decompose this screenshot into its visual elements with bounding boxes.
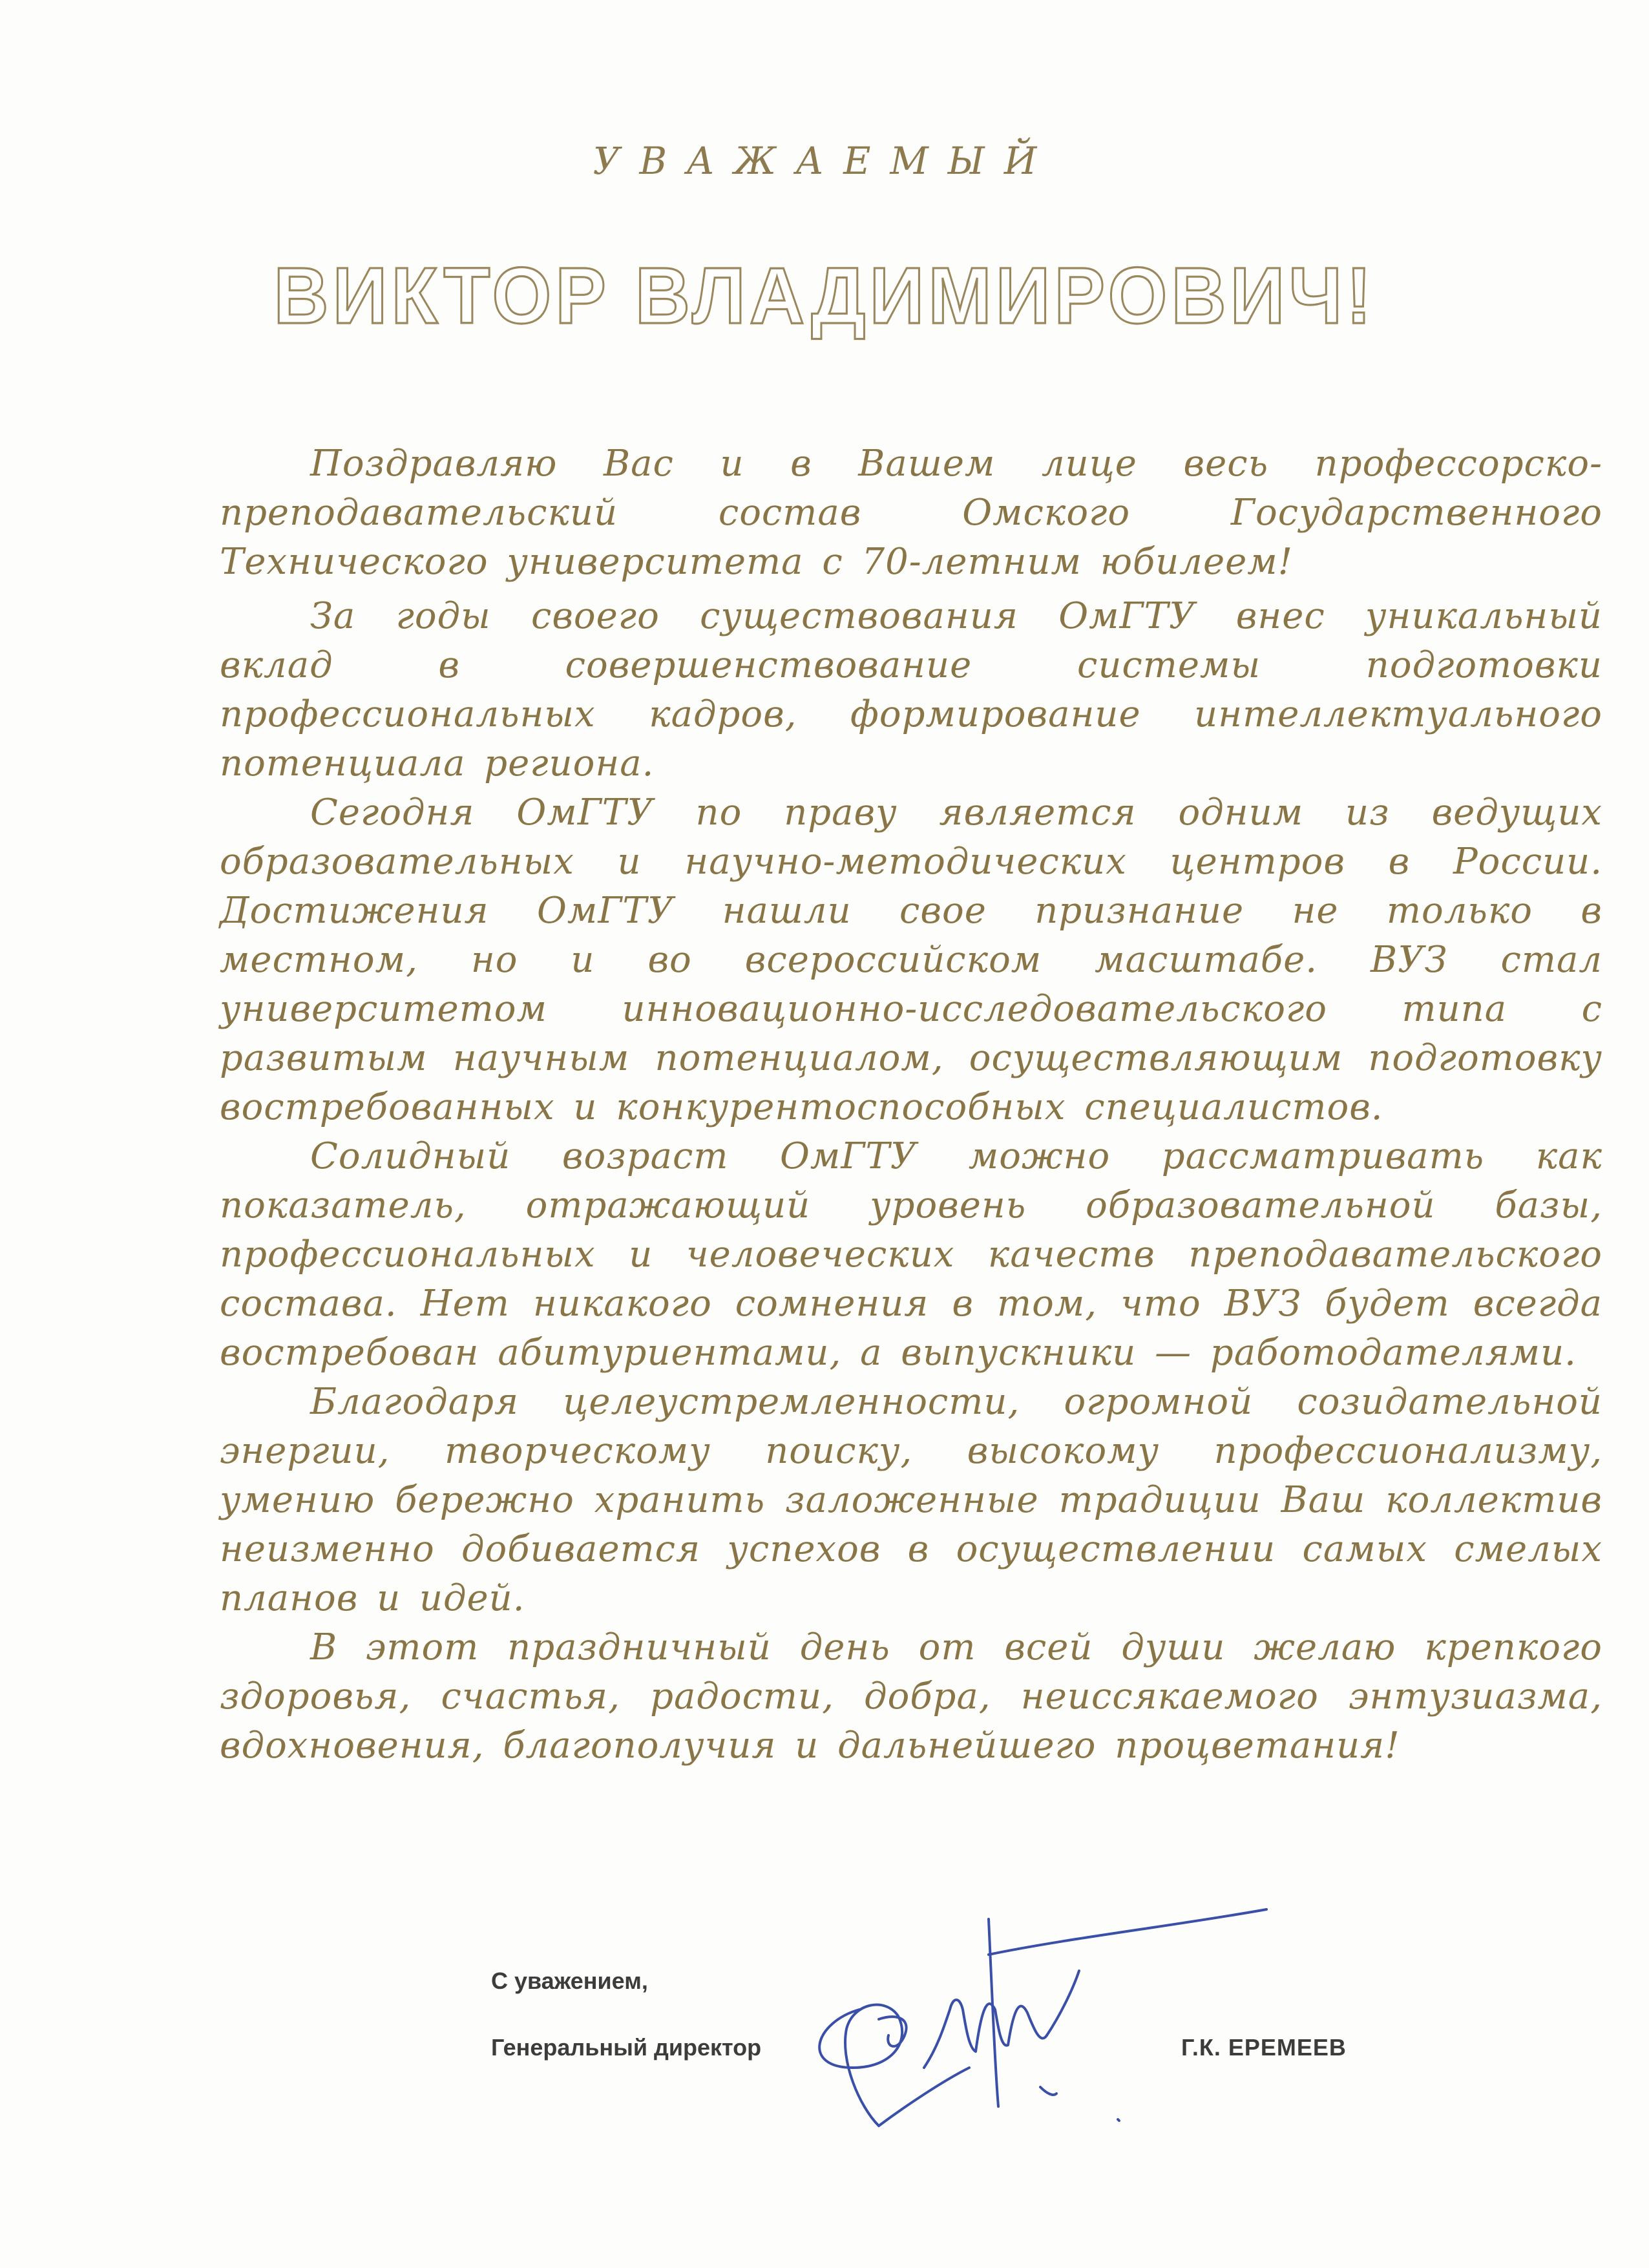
paragraph-gratitude: Благодаря целеустремленности, огромной созидательной энергии, творческому поиску, высокому профессионализму, умению бережно хранить заложенные традиции Ваш коллектив неизменно добивается успехов в осуществлении самых смелых планов и идей. [220,1381,1602,1619]
closing-phrase: С уважением, [491,1968,648,1994]
paragraph-solid-age: Солидный возраст ОмГТУ можно рассматривать как показатель, отражающий уровень образовательной базы, профессиональных и человеческих качеств преподавательского состава. Нет никакого сомнения в том, что ВУЗ будет всегда востребован абитуриентами, а выпускники — работодателями. [220,1135,1602,1374]
signer-title: Генеральный директор [491,2034,762,2061]
paragraph-wishes: В этот праздничный день от всей души желаю крепкого здоровья, счастья, радости, добра, неиссякаемого энтузиазма, вдохновения, благополучия и дальнейшего процветания! [220,1626,1602,1767]
signer-name: Г.К. ЕРЕМЕЕВ [1181,2034,1347,2061]
letter-body [220,439,1602,1770]
paragraph-contribution: За годы своего существования ОмГТУ внес уникальный вклад в совершенствование системы подготовки профессиональных кадров, формирование интеллектуального потенциала региона. [220,595,1602,784]
addressee-name: ВИКТОР ВЛАДИМИРОВИЧ! [273,251,1376,341]
handwritten-signature [775,1874,1331,2165]
salutation-heading: УВАЖАЕМЫЙ [593,139,1056,183]
paragraph-congratulation: Поздравляю Вас и в Вашем лице весь профессорско-преподавательский состав Омского Государственного Технического университета с 70-летним юбилеем! [220,443,1602,583]
paragraph-leading-center: Сегодня ОмГТУ по праву является одним из ведущих образовательных и научно-методических центров в России. Достижения ОмГТУ нашли свое признание не только в местном, но и во всероссийском масштабе. ВУЗ стал университетом инновационно-исследовательского типа с развитым научным потенциалом, осуществляющим подготовку востребованных и конкурентоспособных специалистов. [220,792,1602,1128]
